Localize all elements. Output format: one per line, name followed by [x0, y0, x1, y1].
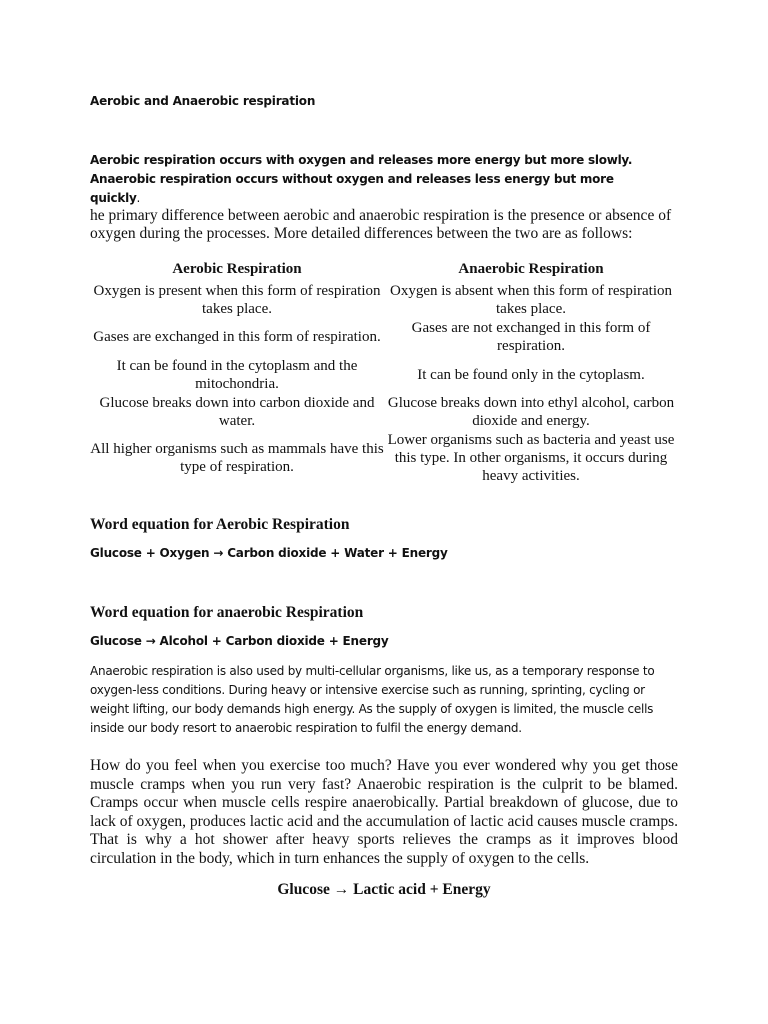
aerobic-equation: Glucose + Oxygen → Carbon dioxide + Water + Energy: [90, 546, 448, 560]
header-aerobic: Aerobic Respiration: [172, 261, 302, 277]
cell-aerobic-location: It can be found in the cytoplasm and the mitochondria.: [116, 357, 358, 392]
cell-anaerobic-products: Glucose breaks down into ethyl alcohol, carbon dioxide and energy.: [387, 395, 675, 429]
summary-trailing: .: [136, 191, 141, 205]
header-anaerobic: Anaerobic Respiration: [458, 261, 604, 277]
cell-anaerobic-oxygen: Oxygen is absent when this form of respiration takes place.: [389, 282, 673, 317]
table-row: [90, 318, 678, 355]
anaerobic-equation: Glucose → Alcohol + Carbon dioxide + Energy: [90, 634, 389, 648]
anaerobic-paragraph: Anaerobic respiration is also used by multi-cellular organisms, like us, as a temporary response to oxygen-less conditions. During heavy or intensive exercise such as running, sprinting, cycling or weight lifting, our body demands high energy. As the supply of oxygen is limited, the muscle cells inside our body resort to anaerobic respiration to fulfil the energy demand.: [90, 664, 655, 735]
summary-paragraph: [90, 151, 650, 208]
comparison-header-row: [90, 260, 678, 281]
table-row: [90, 355, 678, 394]
cell-aerobic-organisms: All higher organisms such as mammals have this type of respiration.: [90, 441, 384, 475]
document-page: [90, 0, 678, 1024]
document-title: Aerobic and Anaerobic respiration: [90, 94, 316, 108]
anaerobic-equation-heading: Word equation for anaerobic Respiration: [90, 604, 364, 621]
comparison-table: [90, 260, 678, 486]
table-row: [90, 394, 678, 430]
intro-paragraph: he primary difference between aerobic and anaerobic respiration is the presence or absence of oxygen during the processes. More detailed differences between the two are as follows:: [90, 207, 672, 242]
cell-aerobic-products: Glucose breaks down into carbon dioxide and water.: [99, 395, 375, 429]
muscle-cramps-paragraph: How do you feel when you exercise too much? Have you ever wondered why you get those muscle cramps when you run very fast? Anaerobic respiration is the culprit to be blamed. Cramps occur when muscle cells respire anaerobically. Partial breakdown of glucose, due to lack of oxygen, produces lactic acid and the accumulation of lactic acid causes muscle cramps. That is why a hot shower after heavy sports relieves the cramps as it improves blood circulation in the body, which in turn enhances the supply of oxygen to the cells.: [90, 757, 678, 867]
aerobic-equation-heading: Word equation for Aerobic Respiration: [90, 516, 350, 533]
cell-anaerobic-organisms: Lower organisms such as bacteria and yeast use this type. In other organisms, it occurs during heavy activities.: [387, 432, 675, 484]
summary-bold-text: Aerobic respiration occurs with oxygen and releases more energy but more slowly. Anaerobic respiration occurs without oxygen and releases less energy but more quickly: [90, 153, 633, 205]
cell-anaerobic-location: It can be found only in the cytoplasm.: [417, 366, 645, 383]
cell-anaerobic-gases: Gases are not exchanged in this form of respiration.: [411, 319, 651, 354]
lactic-acid-equation: Glucose → Lactic acid + Energy: [277, 881, 491, 898]
cell-aerobic-oxygen: Oxygen is present when this form of respiration takes place.: [93, 282, 381, 317]
cell-aerobic-gases: Gases are exchanged in this form of respiration.: [93, 328, 381, 345]
table-row: [90, 430, 678, 486]
table-row: [90, 281, 678, 318]
